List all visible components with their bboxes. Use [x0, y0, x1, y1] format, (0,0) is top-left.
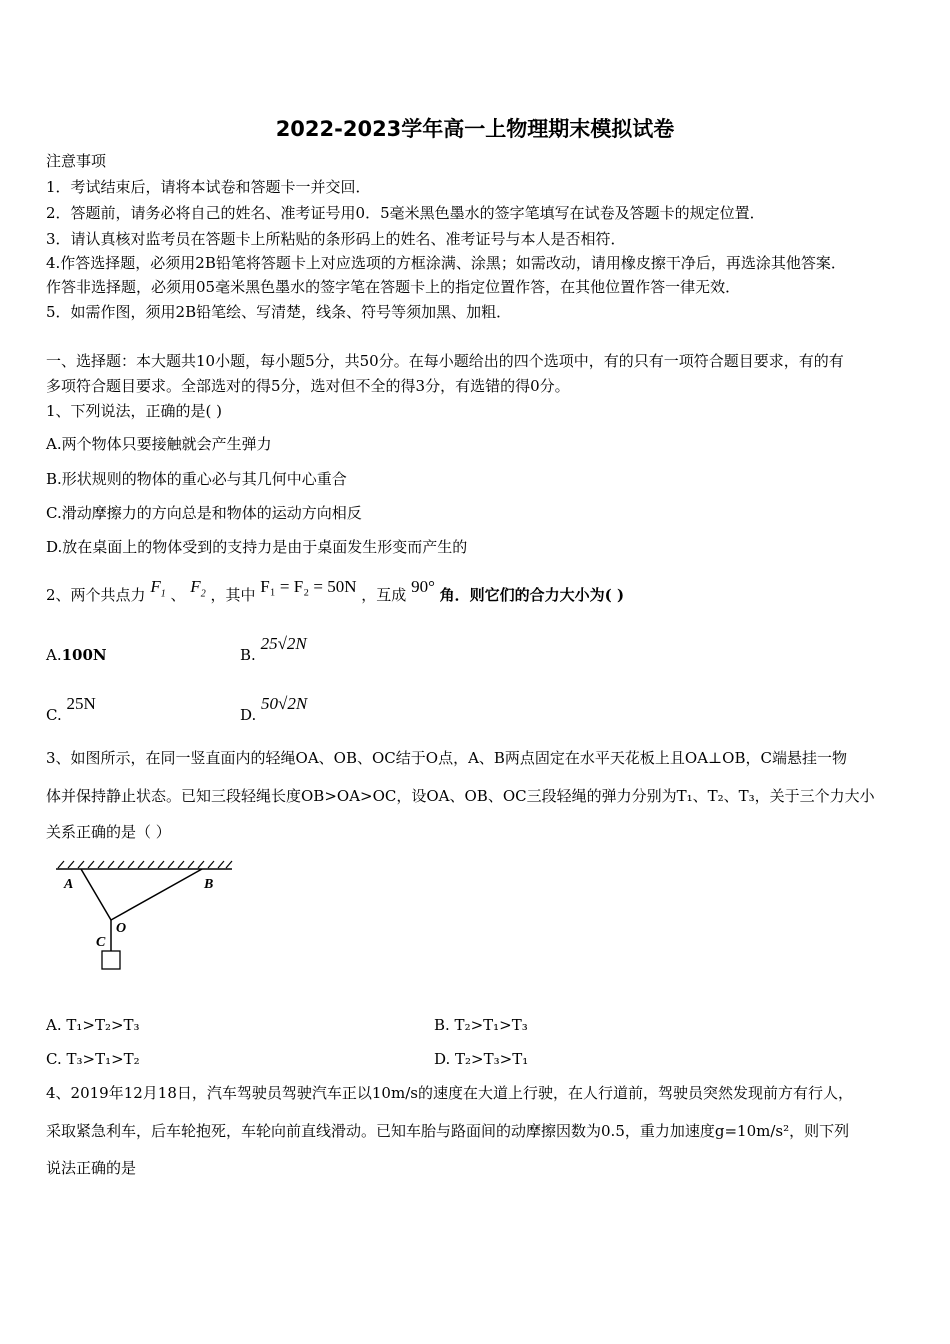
- rope-diagram: [52, 858, 242, 978]
- label-a: A: [64, 877, 74, 892]
- question-4-stem: 说法正确的是: [46, 1159, 137, 1177]
- question-3-option-a: A. T₁>T₂>T₃: [46, 1016, 140, 1034]
- question-3-option-d: D. T₂>T₃>T₁: [434, 1050, 529, 1068]
- notice-heading: 注意事项: [46, 152, 107, 170]
- page-title: 2022-2023学年高一上物理期末模拟试卷: [275, 117, 675, 141]
- notice-item: 2．答题前，请务必将自己的姓名、准考证号用0．5毫米黑色墨水的签字笔填写在试卷及答题卡的规定位置．: [46, 204, 765, 222]
- question-3-option-c: C. T₃>T₁>T₂: [46, 1050, 140, 1068]
- label-o: O: [116, 921, 127, 936]
- notice-item: 3．请认真核对监考员在答题卡上所粘贴的条形码上的姓名、准考证号与本人是否相符．: [46, 230, 626, 248]
- angle-value: 90°: [411, 577, 435, 596]
- question-2-stem: [46, 577, 625, 612]
- question-2-option-b: B. 25√2N: [240, 634, 307, 664]
- question-3-stem: 3、如图所示，在同一竖直面内的轻绳OA、OB、OC结于O点，A、B两点固定在水平天花板上且OA⊥OB，C端悬挂一物: [46, 749, 847, 767]
- question-3-stem: 体并保持静止状态。已知三段轻绳长度OB>OA>OC，设OA、OB、OC三段轻绳的弹力分别为T₁、T₂、T₃，关于三个力大小: [46, 787, 875, 805]
- question-1-option-a: A.两个物体只要接触就会产生弹力: [46, 435, 272, 453]
- question-1-option-b: B.形状规则的物体的重心必与其几何中心重合: [46, 470, 347, 488]
- ceiling-hatch: [58, 861, 232, 868]
- notice-item: 1．考试结束后，请将本试卷和答题卡一并交回．: [46, 178, 371, 196]
- label-c: C: [96, 935, 106, 950]
- q2-text: ，互成: [361, 586, 407, 604]
- question-1-option-c: C.滑动摩擦力的方向总是和物体的运动方向相反: [46, 504, 362, 522]
- question-3-option-b: B. T₂>T₁>T₃: [434, 1016, 528, 1034]
- notice-item: 4.作答选择题，必须用2B铅笔将答题卡上对应选项的方框涂满、涂黑；如需改动，请用橡皮擦干净后，再选涂其他答案．: [46, 254, 846, 272]
- question-2-option-c: C. 25N: [46, 694, 96, 724]
- section-instructions: 一、选择题：本大题共10小题，每小题5分，共50分。在每小题给出的四个选项中，有的只有一项符合题目要求，有的有: [46, 352, 844, 370]
- notice-item: 作答非选择题，必须用05毫米黑色墨水的签字笔在答题卡上的指定位置作答，在其他位置作答一律无效．: [46, 278, 741, 296]
- question-3-stem: 关系正确的是（ ）: [46, 823, 171, 841]
- force-f2: $F_2$: [190, 577, 206, 600]
- question-2-option-a: A.100N: [46, 646, 107, 664]
- question-1-stem: 1、下列说法，正确的是( ): [46, 402, 223, 420]
- force-f1: $F_1$: [150, 577, 166, 600]
- q2-text: 角．则它们的合力大小为( ): [439, 586, 625, 604]
- question-2-option-d: D. 50√2N: [240, 694, 308, 724]
- question-4-stem: 4、2019年12月18日，汽车驾驶员驾驶汽车正以10m/s的速度在大道上行驶，在人行道前，驾驶员突然发现前方有行人，: [46, 1084, 853, 1102]
- hanging-block: [102, 951, 120, 969]
- force-equation: F₁ = F₂ = 50N: [260, 577, 357, 596]
- rope-ob: [111, 869, 202, 920]
- q2-text: ，其中: [210, 586, 256, 604]
- question-4-stem: 采取紧急利车，后车轮抱死，车轮向前直线滑动。已知车胎与路面间的动摩擦因数为0.5，重力加速度g=10m/s²，则下列: [46, 1122, 850, 1140]
- question-1-option-d: D.放在桌面上的物体受到的支持力是由于桌面发生形变而产生的: [46, 538, 468, 556]
- q2-text: 2、两个共点力: [46, 586, 146, 604]
- q2-separator: 、: [170, 586, 186, 604]
- rope-oa: [81, 869, 111, 920]
- section-instructions: 多项符合题目要求。全部选对的得5分，选对但不全的得3分，有选错的得0分。: [46, 377, 570, 395]
- label-b: B: [204, 877, 214, 892]
- notice-item: 5．如需作图，须用2B铅笔绘、写清楚，线条、符号等须加黑、加粗．: [46, 303, 512, 321]
